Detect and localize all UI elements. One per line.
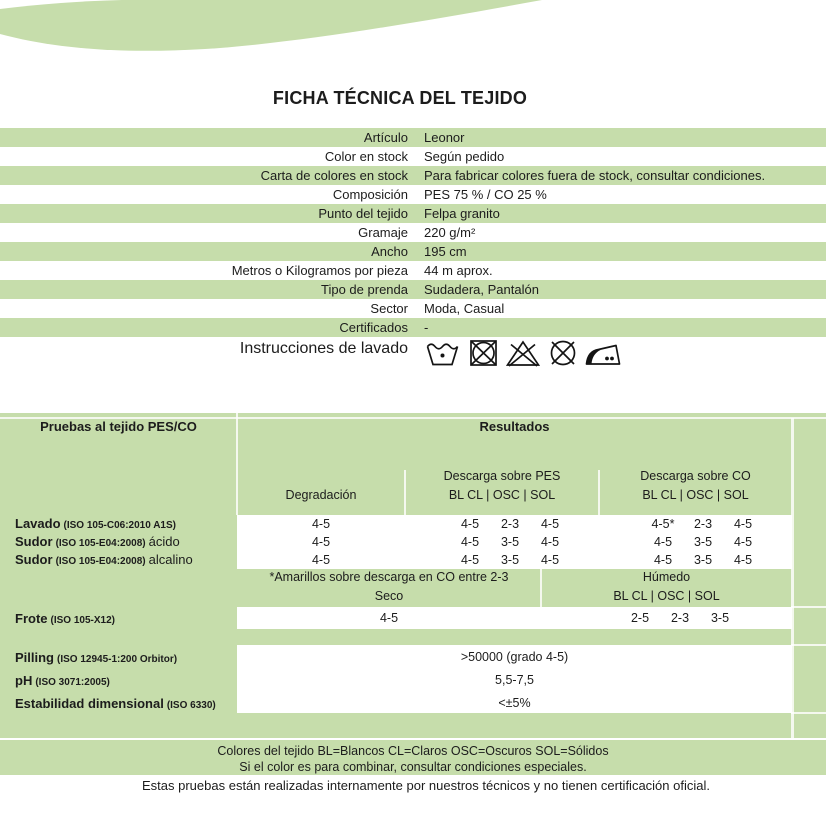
value-pes-sol: 4-5 [540, 535, 560, 549]
test-name: Frote [15, 611, 48, 626]
header-wave-decoration [0, 0, 826, 70]
value-pes-osc: 2-3 [500, 517, 520, 531]
values-descarga-co [643, 551, 763, 569]
spec-label: Metros o Kilogramos por pieza [231, 263, 408, 278]
test-name: Sudor [15, 534, 53, 549]
values-descarga-co [643, 533, 763, 551]
value-co-osc: 3-5 [693, 553, 713, 567]
value-degradacion: 4-5 [311, 535, 331, 549]
spec-row [0, 242, 826, 261]
spec-label: Tipo de prenda [321, 282, 408, 297]
test-name: Sudor [15, 552, 53, 567]
column-header-descarga-co: Descarga sobre CO [640, 469, 751, 483]
gridline [791, 712, 826, 714]
footer-line2: Si el color es para combinar, consultar condiciones especiales. [239, 760, 587, 774]
value-degradacion: 4-5 [311, 517, 331, 531]
value-estabilidad: <±5% [498, 696, 531, 710]
values-descarga-pes [450, 515, 570, 533]
spec-row [0, 318, 826, 337]
value-pes-blcl: 4-5 [460, 517, 480, 531]
value-humedo-sol: 3-5 [710, 611, 730, 625]
test-row-label [15, 672, 110, 691]
seco-header: Seco [374, 589, 404, 603]
test-row-label [15, 515, 179, 535]
test-row-ph [0, 672, 826, 689]
spec-row [0, 128, 826, 147]
test-iso-standard: (ISO 105-E04:2008) [55, 556, 146, 567]
test-iso-standard: (ISO 105-C06:2010 A1S) [63, 520, 176, 531]
value-co-sol: 4-5 [733, 535, 753, 549]
value-pes-sol: 4-5 [540, 553, 560, 567]
value-co-sol: 4-5 [733, 517, 753, 531]
value-pes-osc: 3-5 [500, 535, 520, 549]
spec-row [0, 204, 826, 223]
humedo-header: Húmedo [642, 570, 691, 584]
do-not-dry-clean-icon [544, 338, 582, 368]
test-row-label [15, 649, 177, 668]
spec-value: 195 cm [424, 244, 467, 259]
spec-row [0, 261, 826, 280]
care-icons [424, 337, 622, 373]
value-ph: 5,5-7,5 [495, 673, 534, 687]
care-instructions-label: Instrucciones de lavado [239, 340, 408, 357]
spec-value: PES 75 % / CO 25 % [424, 187, 547, 202]
column-header-degradacion: Degradación [285, 488, 357, 502]
spec-table [0, 128, 826, 373]
spec-row [0, 223, 826, 242]
test-row-pilling [0, 649, 826, 666]
value-co-blcl: 4-5 [653, 553, 673, 567]
test-row-sudor-alcalino [0, 551, 826, 569]
do-not-bleach-icon [504, 338, 542, 368]
spec-label: Carta de colores en stock [260, 168, 408, 183]
footer-disclaimer: Estas pruebas están realizadas internamente por nuestros técnicos y no tienen certificación oficial. [142, 778, 710, 793]
test-row-label [15, 609, 115, 630]
spec-row [0, 280, 826, 299]
value-co-blcl: 4-5* [651, 517, 675, 531]
spec-row [0, 185, 826, 204]
test-name: Pilling [15, 650, 54, 665]
do-not-tumble-dry-icon [464, 338, 502, 368]
gridline [791, 644, 826, 646]
spec-value: Para fabricar colores fuera de stock, consultar condiciones. [424, 168, 766, 183]
test-suffix: ácido [148, 534, 180, 549]
test-row-label [15, 533, 180, 553]
value-pes-osc: 3-5 [500, 553, 520, 567]
spec-label: Artículo [363, 130, 408, 145]
value-co-sol: 4-5 [733, 553, 753, 567]
spec-label: Color en stock [324, 149, 408, 164]
test-row-estabilidad [0, 695, 826, 712]
values-frote-humedo [620, 609, 740, 628]
wash-30-icon [424, 338, 462, 368]
test-row-lavado [0, 515, 826, 533]
iron-medium-icon [584, 338, 622, 368]
value-degradacion: 4-5 [311, 553, 331, 567]
spec-label: Ancho [371, 244, 408, 259]
spec-row [0, 147, 826, 166]
spec-value: Según pedido [424, 149, 505, 164]
spec-value: Moda, Casual [424, 301, 505, 316]
test-iso-standard: (ISO 105-X12) [50, 615, 115, 626]
spec-value: 44 m aprox. [424, 263, 493, 278]
spec-value: - [424, 320, 429, 335]
footer-line1: Colores del tejido BL=Blancos CL=Claros OSC=Oscuros SOL=Sólidos [217, 744, 609, 758]
test-row-sudor-acido [0, 533, 826, 551]
test-iso-standard: (ISO 6330) [166, 700, 216, 711]
spec-value: Felpa granito [424, 206, 500, 221]
test-name: pH [15, 673, 33, 688]
footer-color-legend [0, 740, 826, 775]
values-descarga-pes [450, 551, 570, 569]
spec-label: Certificados [339, 320, 408, 335]
test-iso-standard: (ISO 3071:2005) [35, 677, 110, 688]
note-amarillos: *Amarillos sobre descarga en CO entre 2-3 [269, 570, 509, 584]
spec-row [0, 166, 826, 185]
value-co-osc: 3-5 [693, 535, 713, 549]
value-co-blcl: 4-5 [653, 535, 673, 549]
tests-header-left: Pruebas al tejido PES/CO [40, 419, 197, 434]
page-title: FICHA TÉCNICA DEL TEJIDO [272, 88, 528, 108]
column-subheader-co: BL CL | OSC | SOL [642, 488, 749, 502]
value-humedo-blcl: 2-5 [630, 611, 650, 625]
values-descarga-pes [450, 533, 570, 551]
value-frote-seco: 4-5 [379, 611, 399, 625]
value-humedo-osc: 2-3 [670, 611, 690, 625]
values-descarga-co [643, 515, 763, 533]
spec-label: Punto del tejido [318, 206, 408, 221]
test-iso-standard: (ISO 12945-1:200 Orbitor) [57, 654, 178, 665]
value-pilling: >50000 (grado 4-5) [460, 650, 569, 664]
test-name: Estabilidad dimensional [15, 696, 164, 711]
value-pes-blcl: 4-5 [460, 535, 480, 549]
column-header-descarga-pes: Descarga sobre PES [443, 469, 561, 483]
spec-row [0, 299, 826, 318]
gridline [791, 606, 826, 608]
test-name: Lavado [15, 516, 61, 531]
care-instructions-row [0, 337, 826, 373]
test-row-label [15, 551, 193, 571]
value-pes-blcl: 4-5 [460, 553, 480, 567]
spec-value: Leonor [424, 130, 465, 145]
spec-label: Sector [370, 301, 408, 316]
spec-label: Composición [332, 187, 408, 202]
value-co-osc: 2-3 [693, 517, 713, 531]
spec-label: Gramaje [358, 225, 408, 240]
test-row-label [15, 695, 216, 714]
column-subheader-pes: BL CL | OSC | SOL [448, 488, 556, 502]
spec-value: Sudadera, Pantalón [424, 282, 539, 297]
spec-value: 220 g/m² [424, 225, 476, 240]
tests-header-results: Resultados [479, 419, 550, 434]
test-iso-standard: (ISO 105-E04:2008) [55, 538, 146, 549]
test-row-frote [0, 609, 826, 628]
value-pes-sol: 4-5 [540, 517, 560, 531]
test-suffix: alcalino [148, 552, 193, 567]
tests-table [0, 413, 826, 738]
humedo-subheader: BL CL | OSC | SOL [613, 589, 720, 603]
